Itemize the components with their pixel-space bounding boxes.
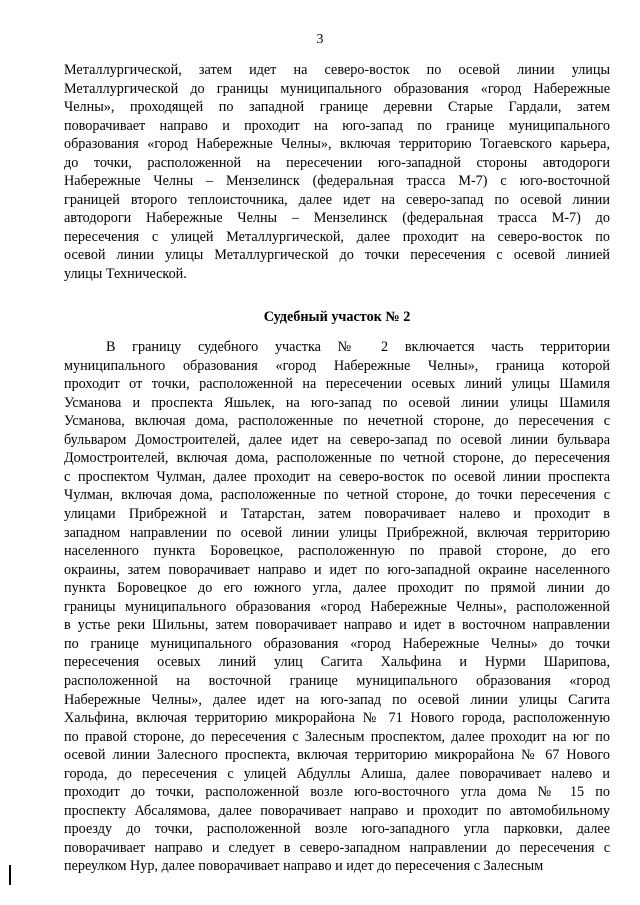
text-line: пересечения с улицей Металлургической, далее проходит на северо-восток по <box>64 228 610 245</box>
text-line: В границу судебного участка № 2 включается часть территории <box>106 339 610 356</box>
text-line: Хальфина, включая территорию микрорайона № 71 Нового города, расположенную <box>64 710 610 727</box>
text-line: переулком Нур, далее поворачивает направо и идет до пересечения с Залесным <box>64 858 544 875</box>
text-line: до точки, расположенной на пересечении юго-западной стороны автодороги <box>64 154 610 171</box>
text-line: границы муниципального образования «город Набережные Челны», расположенной <box>64 598 610 615</box>
text-line: улицы Технической. <box>64 266 187 283</box>
text-line: западном направлении по осевой линии улицы Прибрежной, включая территорию <box>64 524 610 541</box>
text-line: расположенной на восточной границе муниципального образования «город <box>64 672 610 689</box>
text-line: Домостроителей, включая дома, расположенные по четной стороне, до пересечения <box>64 450 610 467</box>
paragraph-1 <box>64 61 610 284</box>
margin-mark <box>9 865 11 885</box>
text-line: муниципального образования «город Набережные Челны», граница которой <box>64 357 610 374</box>
text-line: с проспектом Чулман, далее проходит на северо-восток по осевой линии проспекта <box>64 468 610 485</box>
page-number: 3 <box>316 32 324 47</box>
text-line: города, до пересечения с улицей Абдуллы Алиша, далее поворачивает налево и <box>64 765 610 782</box>
text-line: Чулман, включая дома, расположенные по четной стороне, до точки пересечения с <box>64 487 610 504</box>
text-line: пересечения осевых линий улиц Сагита Хальфина и Нурми Шарипова, <box>64 654 610 671</box>
paragraph-2 <box>64 338 610 876</box>
text-line: в устье реки Шильны, затем поворачивает направо и идет в восточном направлении <box>64 617 610 634</box>
text-line: улицами Прибрежной и Татарстан, затем поворачивает налево и проходит в <box>64 506 610 523</box>
text-line: образования «город Набережные Челны», включая территорию Тогаевского карьера, <box>64 136 610 153</box>
text-line: Металлургической, затем идет на северо-восток по осевой линии улицы <box>64 62 610 78</box>
text-line: по границе муниципального образования «город Набережные Челны» до точки <box>64 635 610 652</box>
text-line: Челны», проходящей по западной границе деревни Старые Гардали, затем <box>64 99 610 116</box>
text-line: пункта Боровецкое до его южного угла, далее проходит по прямой линии до <box>64 580 610 597</box>
text-line: населенного пункта Боровецкое, расположенную по правой стороне, до его <box>64 543 610 560</box>
text-line: проходит до точки, расположенной возле юго-восточного угла дома № 15 по <box>64 784 610 801</box>
text-line: границей второго теплоисточника, далее идет на северо-запад по осевой линии <box>64 191 610 208</box>
text-line: осевой линии Залесного проспекта, включая территорию микрорайона № 67 Нового <box>64 747 610 764</box>
text-line: проезду до точки, расположенной возле юго-западного угла парковки, далее <box>64 821 610 838</box>
section-heading: Судебный участок № 2 <box>263 308 411 325</box>
text-line: автодороги Набережные Челны – Мензелинск (федеральная трасса М-7) до <box>64 210 610 227</box>
text-line: Усманова, включая дома, расположенные по нечетной стороне, до пересечения с <box>64 413 610 430</box>
text-line: окраины, затем поворачивает направо и идет по юго-западной окраине населенного <box>64 561 610 578</box>
text-line: проходит от точки, расположенной на пересечении осевых линий улицы Шамиля <box>64 376 610 393</box>
text-line: осевой линии улицы Металлургической до точки пересечения с осевой линией <box>64 247 610 264</box>
text-line: Набережные Челны – Мензелинск (федеральная трасса М-7) с юго-восточной <box>64 173 610 190</box>
text-line: поворачивает направо и следует в северо-западном направлении до пересечения с <box>64 839 610 856</box>
text-line: бульваром Домостроителей, далее идет на северо-запад по осевой линии бульвара <box>64 431 610 448</box>
document-body <box>64 61 610 876</box>
text-line: Усманова и проспекта Яшьлек, на юго-запад по осевой линии улицы Шамиля <box>64 394 610 411</box>
text-line: Металлургической до границы муниципального образования «город Набережные <box>64 80 610 97</box>
text-line: проспекту Абсалямова, далее поворачивает направо и проходит по автомобильному <box>64 802 610 819</box>
text-line: поворачивает направо и проходит на юго-запад по границе муниципального <box>64 117 610 134</box>
text-line: Набережные Челны», далее идет на юго-запад по осевой линии улицы Сагита <box>64 691 610 708</box>
text-line: по правой стороне, до пересечения с Залесным проспектом, далее проходит на юг по <box>64 728 610 745</box>
